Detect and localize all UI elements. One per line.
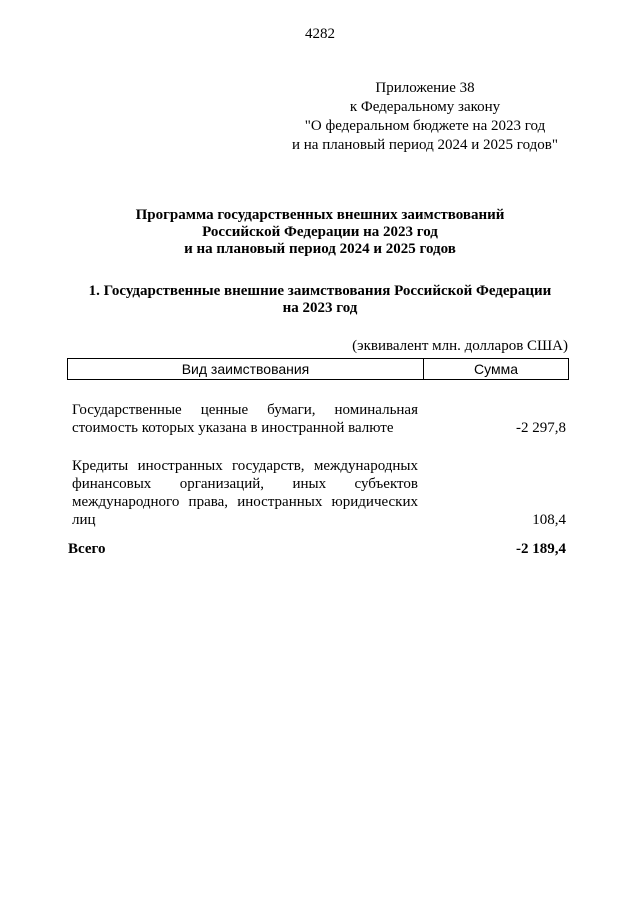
section-title: [0, 283, 640, 317]
annex-line-2: к Федеральному закону: [349, 99, 501, 115]
row-value: -2 297,8: [516, 420, 566, 436]
table-row: [72, 401, 566, 437]
table-header: [67, 358, 569, 380]
document-title-line-3: и на плановый период 2024 и 2025 годов: [184, 241, 456, 257]
header-sum: Сумма: [474, 361, 518, 377]
section-title-line-1: 1. Государственные внешние заимствования Российской Федерации: [88, 283, 552, 299]
document-title-line-2: Российской Федерации на 2023 год: [202, 224, 438, 240]
header-borrowing-type: Вид заимствования: [68, 359, 424, 379]
total-value: -2 189,4: [516, 541, 566, 557]
row-value: 108,4: [532, 512, 566, 528]
row-label: Кредиты иностранных государств, международных финансовых организаций, иных субъектов международного права, иностранных юридических лиц: [72, 458, 418, 528]
annex-line-3: "О федеральном бюджете на 2023 год: [304, 118, 546, 134]
document-title-line-1: Программа государственных внешних заимствований: [135, 207, 505, 223]
document-title: [0, 207, 640, 258]
table-row: [72, 457, 566, 529]
page-number: 4282: [305, 26, 335, 42]
total-label: Всего: [68, 541, 106, 557]
annex-line-4: и на плановый период 2024 и 2025 годов": [292, 137, 558, 153]
total-row: [68, 540, 566, 558]
units-note: (эквивалент млн. долларов США): [352, 338, 568, 354]
annex-block: [260, 79, 590, 155]
row-label: Государственные ценные бумаги, номинальная стоимость которых указана в иностранной валюте: [72, 402, 418, 436]
annex-line-1: Приложение 38: [375, 80, 475, 96]
section-title-line-2: на 2023 год: [282, 300, 358, 316]
